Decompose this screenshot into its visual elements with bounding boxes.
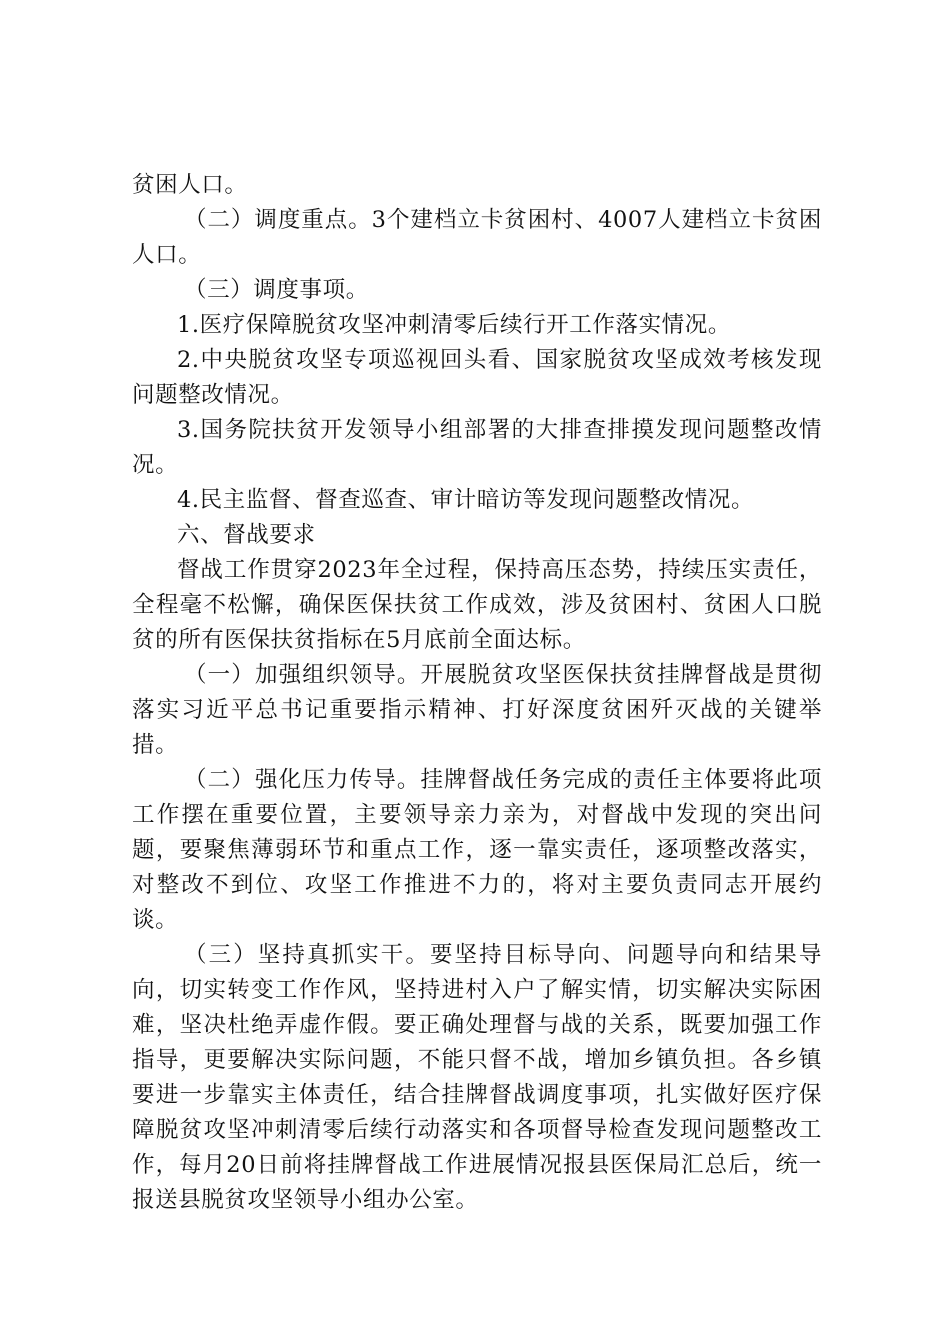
paragraph-item-3: 3.国务院扶贫开发领导小组部署的大排查排摸发现问题整改情况。 (132, 417, 822, 478)
paragraph-requirement-2: （二）强化压力传导。挂牌督战任务完成的责任主体要将此项工作摆在重要位置，主要领导亲力亲为，对督战中发现的突出问题，要聚焦薄弱环节和重点工作，逐一靠实责任，逐项整改落实，对整改不到位、攻坚工作推进不力的，将对主要负责同志开展约谈。 (132, 767, 822, 933)
paragraph-dispatch-focus: （二）调度重点。3个建档立卡贫困村、4007人建档立卡贫困人口。 (132, 207, 822, 268)
paragraph-item-2: 2.中央脱贫攻坚专项巡视回头看、国家脱贫攻坚成效考核发现问题整改情况。 (132, 347, 822, 408)
paragraph-requirement-3: （三）坚持真抓实干。要坚持目标导向、问题导向和结果导向，切实转变工作作风，坚持进村入户了解实情，切实解决实际困难，坚决杜绝弄虚作假。要正确处理督与战的关系，既要加强工作指导，更要解决实际问题，不能只督不战，增加乡镇负担。各乡镇要进一步靠实主体责任，结合挂牌督战调度事项，扎实做好医疗保障脱贫攻坚冲刺清零后续行动落实和各项督导检查发现问题整改工作，每月20日前将挂牌督战工作进展情况报县医保局汇总后，统一报送县脱贫攻坚领导小组办公室。 (132, 942, 822, 1213)
document-body (132, 168, 822, 1218)
paragraph-requirement-1: （一）加强组织领导。开展脱贫攻坚医保扶贫挂牌督战是贯彻落实习近平总书记重要指示精神、打好深度贫困歼灭战的关键举措。 (132, 662, 822, 758)
paragraph-item-1: 1.医疗保障脱贫攻坚冲刺清零后续行开工作落实情况。 (177, 312, 731, 338)
paragraph-continuation: 贫困人口。 (132, 172, 248, 198)
paragraph-dispatch-items-heading: （三）调度事项。 (184, 277, 369, 303)
section-heading-requirements: 六、督战要求 (177, 522, 316, 548)
paragraph-item-4: 4.民主监督、督查巡查、审计暗访等发现问题整改情况。 (177, 487, 755, 513)
paragraph-requirements-intro: 督战工作贯穿2023年全过程，保持高压态势，持续压实责任，全程毫不松懈，确保医保扶贫工作成效，涉及贫困村、贫困人口脱贫的所有医保扶贫指标在5月底前全面达标。 (132, 557, 822, 653)
